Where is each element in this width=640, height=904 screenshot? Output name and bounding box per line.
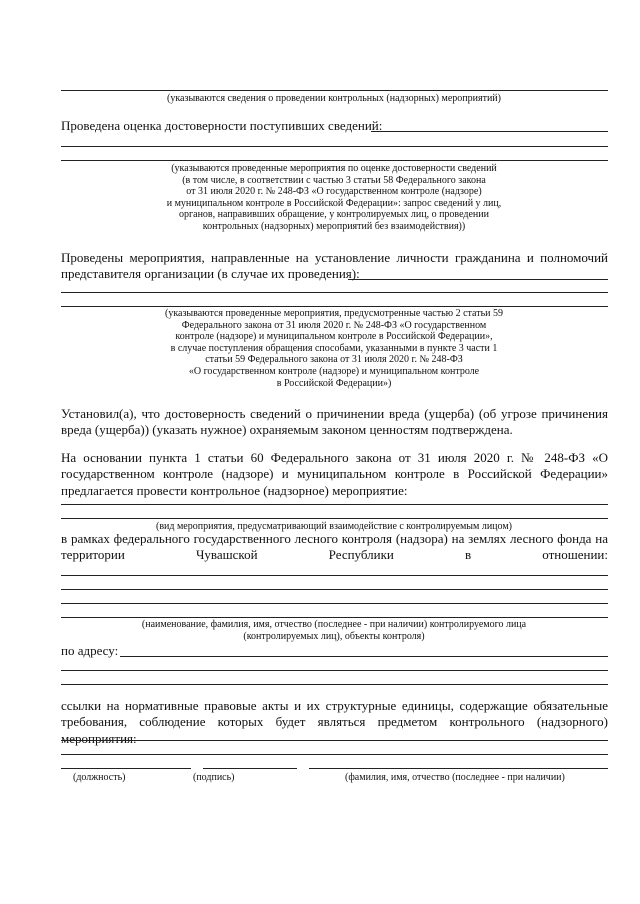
caption-event-type: (вид мероприятия, предусматривающий взаимодействие с контролируемым лицом) [155,521,512,532]
caption-line: контроле (надзоре) и муниципальном контроле в Российской Федерации», [175,331,493,343]
caption-line: контрольных (надзорных) мероприятий без взаимодействия)) [202,220,466,232]
address-field[interactable] [120,656,608,657]
position-field[interactable] [61,768,191,769]
caption-line: «О государственном контроле (надзоре) и муниципальном контроле [188,365,480,377]
field-line[interactable] [61,90,608,91]
field-line[interactable] [61,603,608,604]
field-line[interactable] [61,754,608,755]
basis-text: На основании пункта 1 статьи 60 Федерального закона от 31 июля 2020 г. № 248-ФЗ «О государственном контроле (надзоре) и муниципальном контроле в Российской Федерации» предлагается провести контрольное (надзорное) мероприятие: [61,450,608,498]
identity-text-line-2: представителя организации (в случае их проведения): [61,266,360,281]
identity-text-line-1: Проведены мероприятия, направленные на установление личности гражданина и полномочий [61,250,608,265]
caption-line: (в том числе, в соответствии с частью 3 статьи 58 Федерального закона [182,174,486,186]
caption-line: (контролируемых лиц), объекты контроля) [243,630,425,642]
caption-line: статьи 59 Федерального закона от 31 июля 2020 г. № 248-ФЗ [205,354,463,366]
caption-control-events: (указываются сведения о проведении контрольных (надзорных) мероприятий) [167,93,501,104]
full-name-caption: (фамилия, имя, отчество (последнее - при наличии) [345,772,565,783]
caption-assessment [60,163,608,233]
field-line[interactable] [61,504,608,505]
caption-line: (указываются проведенные мероприятия, предусмотренные частью 2 статьи 59 [164,308,503,319]
caption-controlled-person [60,619,608,642]
field-line[interactable] [61,518,608,519]
caption-line: (указываются проведенные мероприятия по оценке достоверности сведений [171,163,497,174]
position-caption: (должность) [73,772,126,783]
caption-line: Федерального закона от 31 июля 2020 г. № 248-ФЗ «О государственном [181,319,487,331]
caption-line: в случае поступления обращения способами, указанными в пункте 3 части 1 [170,342,498,354]
caption-line: и муниципальном контроле в Российской Федерации»: запрос сведений у лиц, [166,197,502,209]
field-line[interactable] [61,292,608,293]
caption-line: от 31 июля 2020 г. № 248-ФЗ «О государственном контроле (надзоре) [186,186,482,198]
caption-line: в Российской Федерации») [276,377,392,389]
signature-field[interactable] [203,768,297,769]
field-line[interactable] [61,589,608,590]
field-line[interactable] [61,684,608,685]
field-line[interactable] [61,146,608,147]
field-line[interactable] [61,740,608,741]
assessment-label: Проведена оценка достоверности поступивших сведений: [61,118,383,133]
address-label: по адресу: [61,643,119,658]
signature-caption: (подпись) [193,772,235,783]
full-name-field[interactable] [309,768,608,769]
references-text: ссылки на нормативные правовые акты и их структурные единицы, содержащие обязательные требования, соблюдение которых будет являться предметом контрольного (надзорного) мероприятия: [61,698,608,746]
field-line[interactable] [61,617,608,618]
field-line[interactable] [61,670,608,671]
caption-identity [60,308,608,389]
forest-text-line-1: в рамках федерального государственного лесного контроля (надзора) на землях лесного фонда на [61,531,608,546]
field-line[interactable] [61,575,608,576]
caption-line: (наименование, фамилия, имя, отчество (последнее - при наличии) контролируемого лица [141,619,527,630]
identity-field[interactable] [348,279,608,280]
field-line[interactable] [61,160,608,161]
field-line[interactable] [61,306,608,307]
forest-text-line-2: территории Чувашской Республики в отношении: [61,547,608,562]
caption-line: органов, направивших обращение, у контролируемых лиц, о проведении [179,209,489,221]
established-text: Установил(а), что достоверность сведений о причинении вреда (ущерба) (об угрозе причинения вреда (ущерба)) (указать нужное) охраняемым законом ценностям подтверждена. [61,406,608,438]
assessment-field[interactable] [371,131,608,132]
